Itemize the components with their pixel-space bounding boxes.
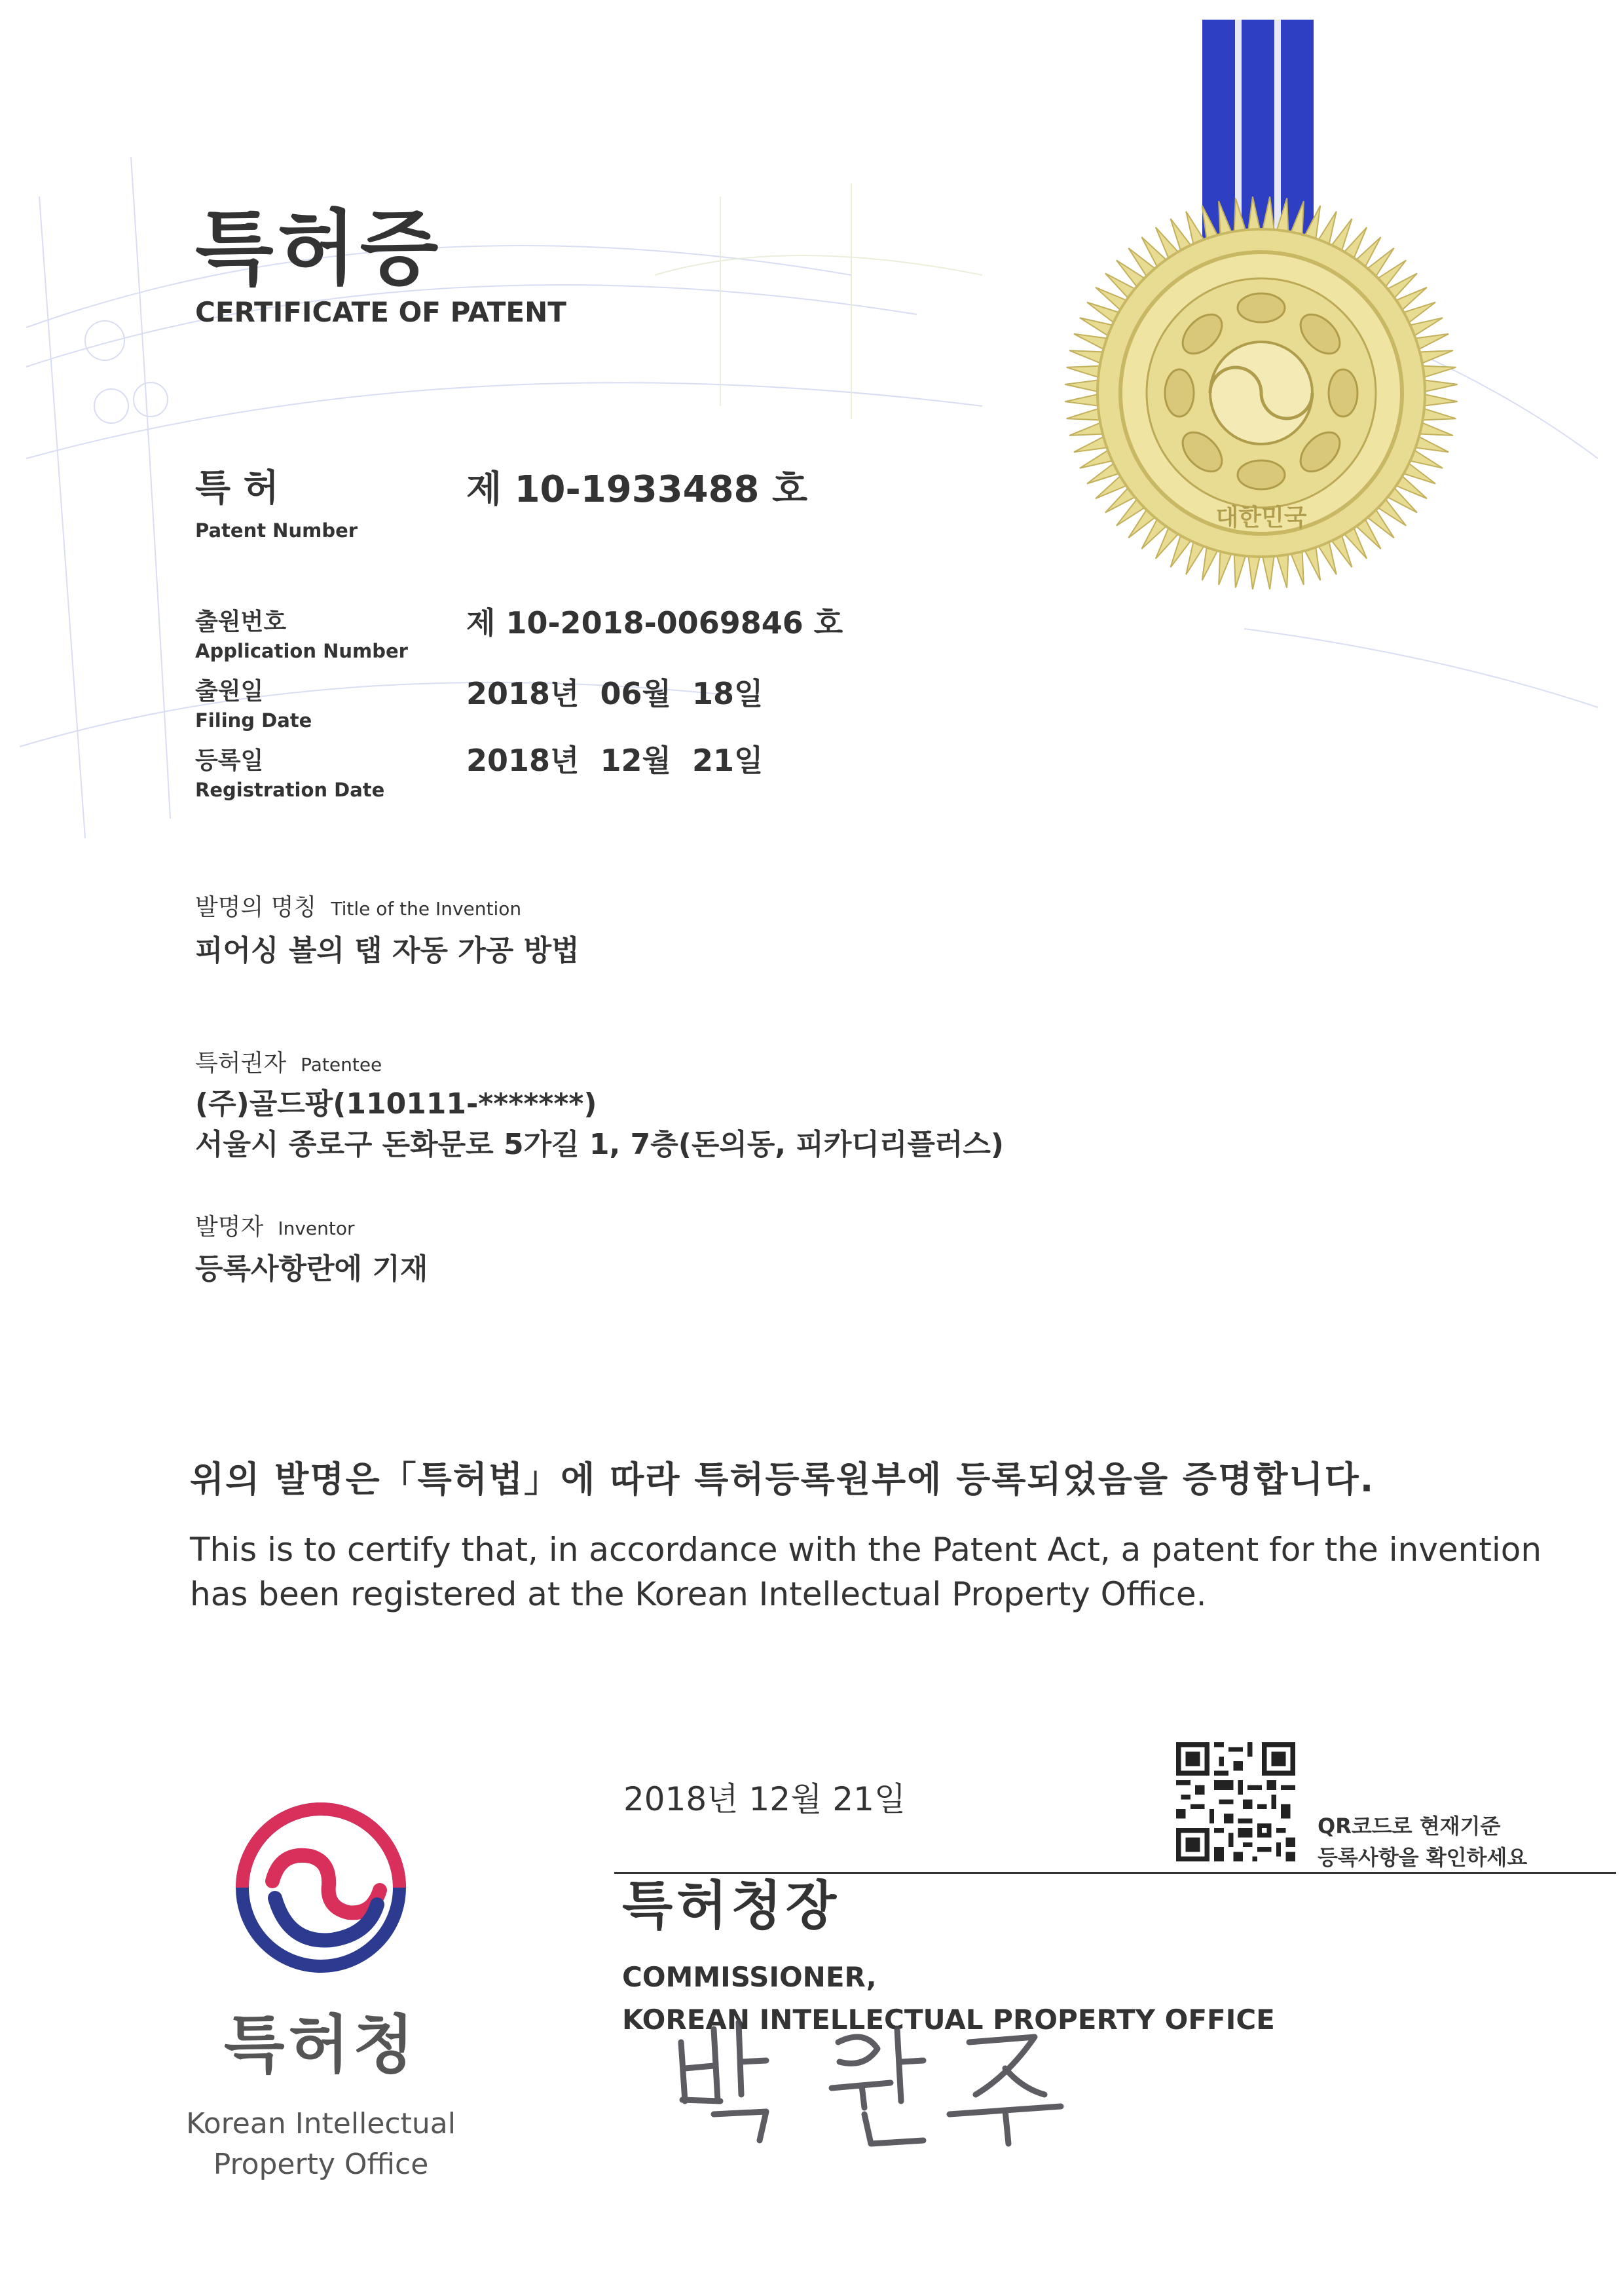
patentee-heading <box>195 1052 382 1075</box>
commissioner-title-en-line2: KOREAN INTELLECTUAL PROPERTY OFFICE <box>622 2004 1275 2036</box>
office-name-en-line2: Property Office <box>213 2147 429 2181</box>
certification-statement-en-line1: This is to certify that, in accordance with the Patent Act, a patent for the invention <box>190 1531 1542 1569</box>
inventor-label-en: Inventor <box>278 1218 355 1239</box>
issue-date: 2018년 12월 21일 <box>623 1780 906 1818</box>
patentee-label-ko: 특허권자 <box>195 1050 287 1077</box>
patentee-address: 서울시 종로구 돈화문로 5가길 1, 7층(돈의동, 피카디리플러스) <box>195 1128 1004 1161</box>
patent-number-label-en: Patent Number <box>195 519 358 542</box>
patentee-name: (주)골드팡(110111-*******) <box>195 1087 597 1121</box>
registration-date-value: 2018년 12월 21일 <box>466 743 764 778</box>
inventor-value: 등록사항란에 기재 <box>195 1252 428 1286</box>
registration-date-label-en: Registration Date <box>195 779 385 801</box>
application-number-label-ko: 출원번호 <box>195 608 287 635</box>
certificate-title-korean: 특허증 <box>195 202 443 296</box>
patentee-label-en: Patentee <box>301 1054 382 1075</box>
invention-title-label-ko: 발명의 명칭 <box>195 894 317 921</box>
inventor-heading <box>195 1216 355 1239</box>
kipo-emblem-icon <box>233 1800 409 1975</box>
certification-statement-en <box>190 1527 1552 1616</box>
office-name-ko: 특허청 <box>223 2008 418 2081</box>
filing-date-label-ko: 출원일 <box>195 678 264 705</box>
certification-statement-en-line2: has been registered at the Korean Intellectual Property Office. <box>190 1575 1207 1613</box>
office-name-en <box>170 2104 471 2184</box>
signature-divider <box>614 1872 1616 1874</box>
certification-statement-ko: 위의 발명은「특허법」에 따라 특허등록원부에 등록되었음을 증명합니다. <box>190 1459 1375 1500</box>
application-number-value: 제 10-2018-0069846 호 <box>466 605 843 641</box>
filing-date-label-en: Filing Date <box>195 709 312 732</box>
commissioner-title-ko: 특허청장 <box>622 1875 841 1936</box>
patent-number-label-ko: 특 허 <box>195 467 279 510</box>
application-number-label-en: Application Number <box>195 640 408 662</box>
invention-title-value: 피어싱 볼의 탭 자동 가공 방법 <box>195 934 580 967</box>
invention-title-label-en: Title of the Invention <box>331 898 522 920</box>
invention-title-heading <box>195 896 521 920</box>
patent-number-value: 제 10-1933488 호 <box>466 468 808 511</box>
inventor-label-ko: 발명자 <box>195 1214 264 1241</box>
commissioner-title-en-line1: COMMISSIONER, <box>622 1961 877 1993</box>
qr-instruction-line1: QR코드로 현재기준 <box>1318 1814 1501 1838</box>
certificate-title-english: CERTIFICATE OF PATENT <box>195 296 566 328</box>
gold-seal-icon <box>1065 20 1497 609</box>
qr-code-icon[interactable] <box>1176 1742 1295 1861</box>
qr-instruction <box>1318 1810 1527 1873</box>
filing-date-value: 2018년 06월 18일 <box>466 676 764 711</box>
seal-inscription: 대한민국 <box>1215 504 1307 531</box>
commissioner-signature <box>668 2003 1087 2154</box>
office-name-en-line1: Korean Intellectual <box>186 2107 456 2140</box>
qr-instruction-line2: 등록사항을 확인하세요 <box>1318 1845 1528 1870</box>
registration-date-label-ko: 등록일 <box>195 747 264 774</box>
